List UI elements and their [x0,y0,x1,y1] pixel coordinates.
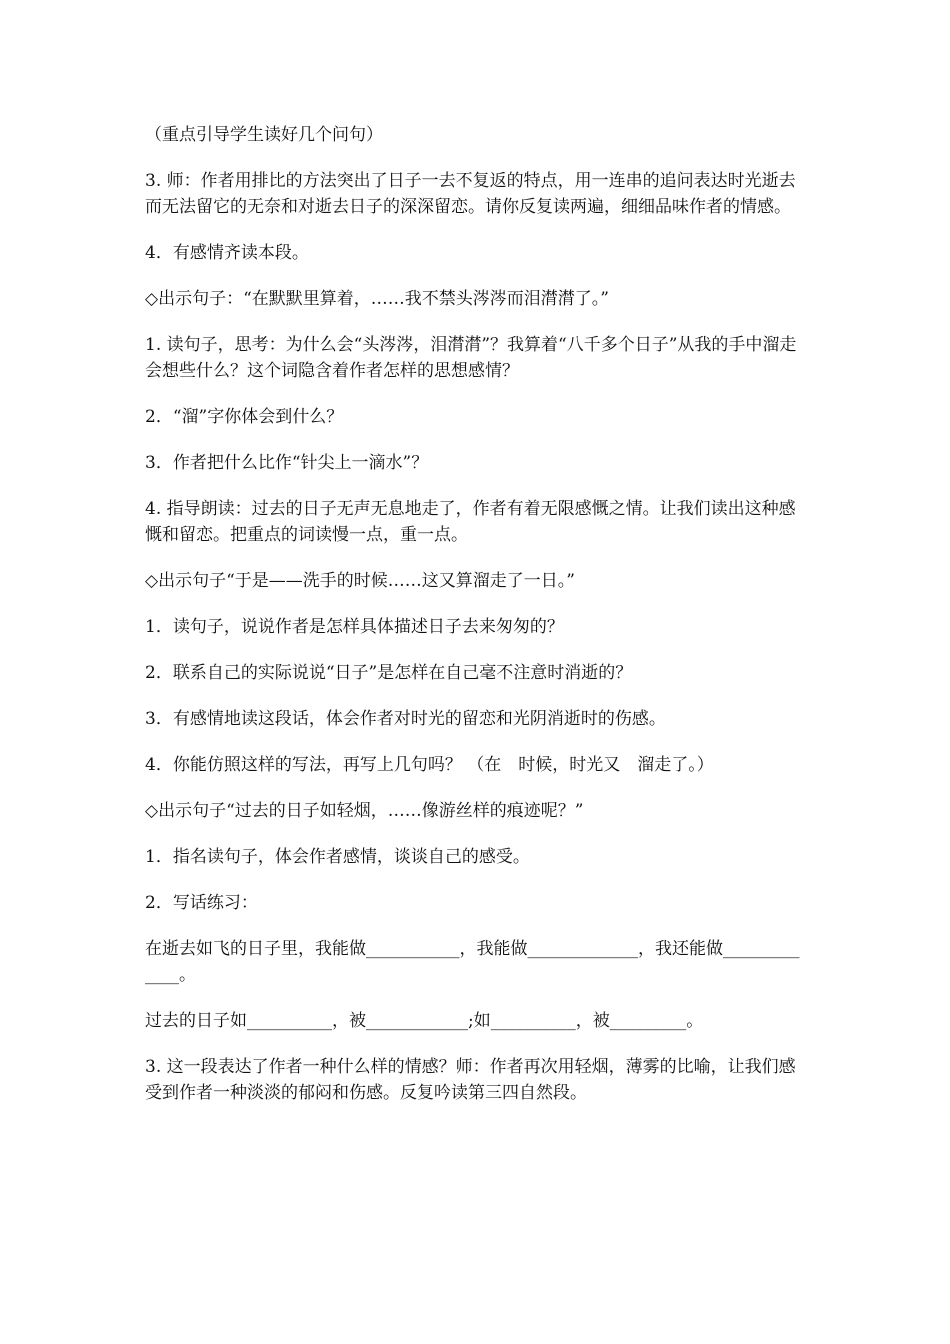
paragraph-question-4: 4. 指导朗读：过去的日子无声无息地走了，作者有着无限感慨之情。让我们读出这种感慨和留恋。把重点的词读慢一点，重一点。 [145,499,796,545]
paragraph-sentence-prompt-2: ◇出示句子“于是——洗手的时候……这又算溜走了一日。” [145,571,575,591]
paragraph-fill-blank-1: 在逝去如飞的日子里，我能做___________，我能做_____________，我还能做_____________。 [145,939,800,985]
paragraph-question-3: 3．作者把什么比作“针尖上一滴水”？ [145,453,429,473]
paragraph-fill-blank-2: 过去的日子如__________，被____________;如__________，被_________。 [145,1011,704,1031]
paragraph-question-2: 2．“溜”字你体会到什么？ [145,407,344,427]
paragraph-exercise-2: 2．写话练习： [145,893,258,913]
document-page [145,122,807,1126]
paragraph-sentence-prompt-1: ◇出示句子：“在默默里算着，……我不禁头涔涔而泪潸潸了。” [145,289,609,309]
paragraph-read-aloud-4: 4．有感情齐读本段。 [145,243,309,263]
paragraph-task-1: 1．读句子，说说作者是怎样具体描述日子去来匆匆的？ [145,617,564,637]
paragraph-exercise-1: 1．指名读句子，体会作者感情，谈谈自己的感受。 [145,847,530,867]
paragraph-task-4: 4．你能仿照这样的写法，再写上几句吗？ （在 时候，时光又 溜走了。） [145,755,714,775]
paragraph-sentence-prompt-3: ◇出示句子“过去的日子如轻烟，……像游丝样的痕迹呢？” [145,801,584,821]
paragraph-exercise-3: 3. 这一段表达了作者一种什么样的情感？师：作者再次用轻烟，薄雾的比喻，让我们感受到作者一种淡淡的郁闷和伤感。反复吟读第三四自然段。 [145,1057,796,1103]
paragraph-task-2: 2．联系自己的实际说说“日子”是怎样在自己毫不注意时消逝的？ [145,663,633,683]
paragraph-teacher-3: 3. 师：作者用排比的方法突出了日子一去不复返的特点，用一连串的追问表达时光逝去而无法留它的无奈和对逝去日子的深深留恋。请你反复读两遍，细细品味作者的情感。 [145,171,796,217]
paragraph-task-3: 3．有感情地读这段话，体会作者对时光的留恋和光阴消逝时的伤感。 [145,709,666,729]
paragraph-guidance-note: （重点引导学生读好几个问句） [145,125,383,145]
paragraph-question-1: 1. 读句子，思考：为什么会“头涔涔，泪潸潸”？我算着“八千多个日子”从我的手中溜走会想些什么？这个词隐含着作者怎样的思想感情？ [145,335,797,381]
